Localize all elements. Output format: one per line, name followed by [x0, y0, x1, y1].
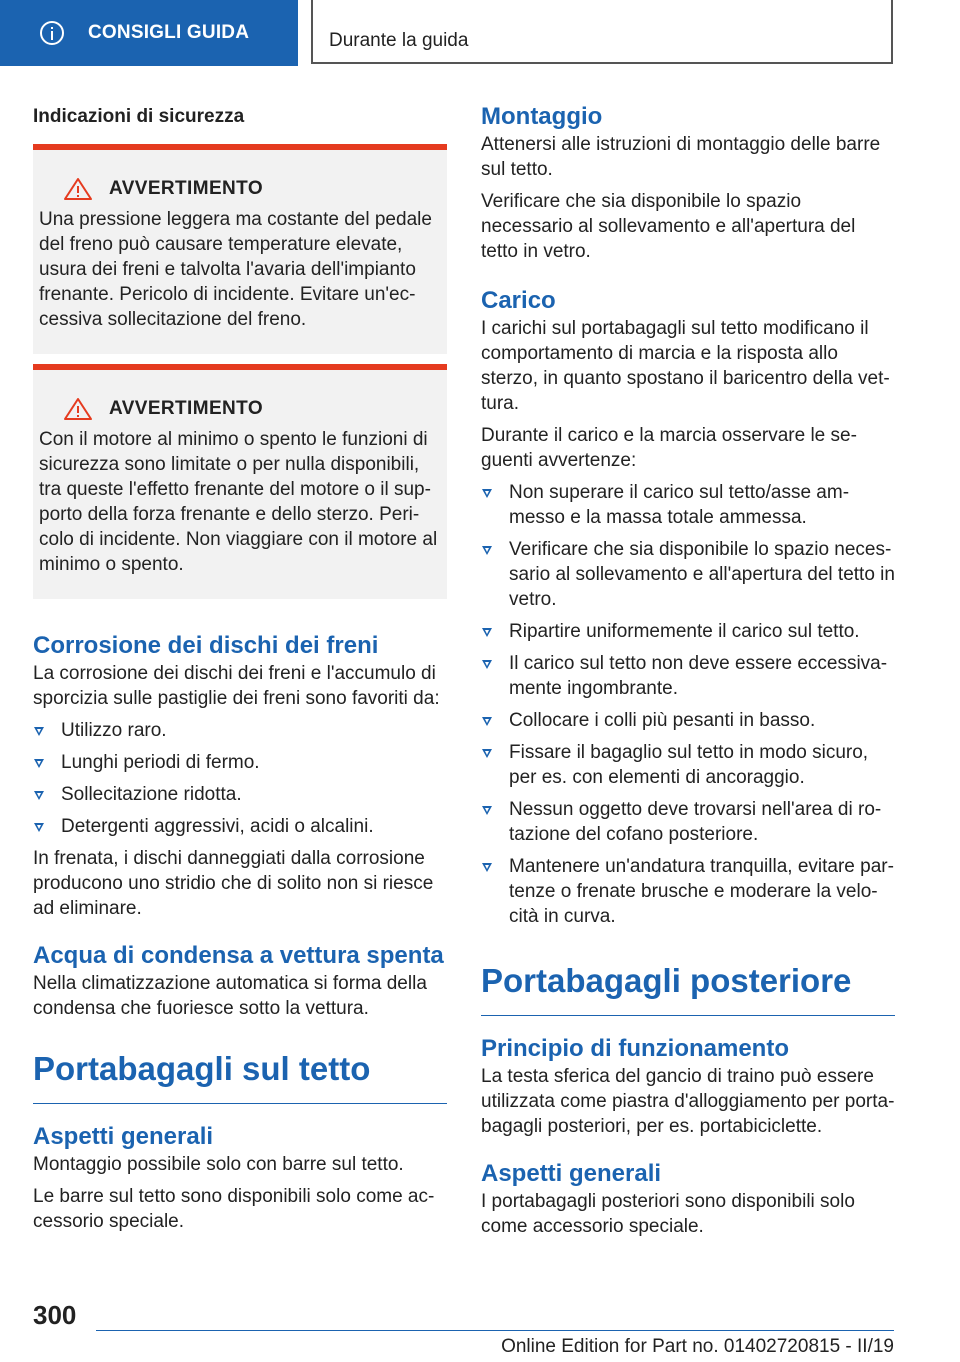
safety-label: Indicazioni di sicurezza — [33, 106, 245, 127]
list-item: Il carico sul tetto non deve essere eccessiva-mente ingombrante. — [481, 651, 895, 701]
section-tab[interactable] — [0, 0, 298, 66]
right-column — [481, 100, 895, 1239]
list-item: Non superare il carico sul tetto/asse am-messo e la massa totale ammessa. — [481, 480, 895, 530]
principle-text: La testa sferica del gancio di traino può essere utilizzata come piastra d'alloggiamento per porta-bagagli posteriori, per es. portabiciclette. — [481, 1066, 895, 1137]
list-item: Verificare che sia disponibile lo spazio neces-sario al sollevamento e all'apertura del tetto in vetro. — [481, 537, 895, 612]
rear-rack-general-text: I portabagagli posteriori sono disponibili solo come accessorio speciale. — [481, 1191, 855, 1237]
corrosion-heading: Corrosione dei dischi dei freni — [33, 632, 379, 659]
triangle-bullet-icon — [482, 489, 492, 498]
warning-triangle-icon — [63, 177, 93, 201]
triangle-bullet-icon — [482, 749, 492, 758]
list-item: Utilizzo raro. — [33, 718, 447, 743]
triangle-bullet-icon — [482, 806, 492, 815]
warning-triangle-icon — [63, 397, 93, 421]
corrosion-outro: In frenata, i dischi danneggiati dalla corrosione producono uno stridio che di solito non si riesce ad eliminare. — [33, 848, 434, 919]
warning-text: Una pressione leggera ma costante del pedale del freno può causare temperature elevate, usura dei freni e talvolta l'avaria dell'impianto frenante. Pericolo di incidente. Evitare un'ec-cessiva sollecitazione del freno. — [39, 209, 432, 330]
rear-rack-general-heading: Aspetti generali — [481, 1160, 662, 1187]
warning-box — [33, 364, 447, 599]
mounting-p1: Attenersi alle istruzioni di montaggio delle barre sul tetto. — [481, 134, 881, 180]
info-icon — [40, 21, 64, 45]
warning-header — [39, 177, 439, 201]
warning-title: AVVERTIMENTO — [109, 398, 263, 419]
list-item: Ripartire uniformemente il carico sul tetto. — [481, 619, 895, 644]
chapter-tab-label: Durante la guida — [329, 30, 469, 51]
triangle-bullet-icon — [482, 863, 492, 872]
load-list — [481, 480, 895, 929]
corrosion-list — [33, 718, 447, 839]
triangle-bullet-icon — [34, 791, 44, 800]
rear-rack-heading-block — [481, 961, 895, 1016]
warning-title: AVVERTIMENTO — [109, 178, 263, 199]
load-p2: Durante il carico e la marcia osservare le se-guenti avvertenze: — [481, 425, 857, 471]
load-heading: Carico — [481, 287, 556, 314]
warning-header — [39, 397, 439, 421]
list-item: Fissare il bagaglio sul tetto in modo sicuro, per es. con elementi di ancoraggio. — [481, 740, 895, 790]
roof-rack-heading-block — [33, 1049, 447, 1104]
mounting-heading: Montaggio — [481, 103, 603, 130]
chapter-tab[interactable] — [311, 0, 893, 64]
list-item: Lunghi periodi di fermo. — [33, 750, 447, 775]
mounting-p2: Verificare che sia disponibile lo spazio necessario al sollevamento e all'apertura del tetto in vetro. — [481, 191, 856, 262]
page-number: 300 — [33, 1300, 77, 1330]
principle-heading: Principio di funzionamento — [481, 1035, 789, 1062]
triangle-bullet-icon — [34, 759, 44, 768]
edition-text: Online Edition for Part no. 01402720815 - II/19 — [501, 1336, 894, 1357]
roof-rack-general-p2: Le barre sul tetto sono disponibili solo come ac-cessorio speciale. — [33, 1186, 435, 1232]
page-header — [0, 0, 960, 66]
load-p1: I carichi sul portabagagli sul tetto modificano il comportamento di marcia e la risposta allo sterzo, in quanto spostano il baricentro della vet-tura. — [481, 318, 890, 414]
list-item: Detergenti aggressivi, acidi o alcalini. — [33, 814, 447, 839]
triangle-bullet-icon — [482, 628, 492, 637]
list-item: Collocare i colli più pesanti in basso. — [481, 708, 895, 733]
list-item: Sollecitazione ridotta. — [33, 782, 447, 807]
list-item: Nessun oggetto deve trovarsi nell'area di ro-tazione del cofano posteriore. — [481, 797, 895, 847]
triangle-bullet-icon — [34, 823, 44, 832]
warning-box — [33, 144, 447, 354]
warning-text: Con il motore al minimo o spento le funzioni di sicurezza sono limitate o per nulla disponibili, tra queste l'effetto frenante del motore o il sup-porto della forza frenante e dello sterzo. Peri-colo di incidente. Non viaggiare con il motore al minimo o spento. — [39, 429, 438, 575]
footer-divider — [96, 1330, 894, 1331]
triangle-bullet-icon — [482, 660, 492, 669]
condensation-heading: Acqua di condensa a vettura spenta — [33, 942, 444, 969]
triangle-bullet-icon — [482, 717, 492, 726]
roof-rack-general-p1: Montaggio possibile solo con barre sul tetto. — [33, 1154, 404, 1175]
section-tab-label: CONSIGLI GUIDA — [88, 22, 250, 43]
triangle-bullet-icon — [482, 546, 492, 555]
corrosion-intro: La corrosione dei dischi dei freni e l'accumulo di sporcizia sulle pastiglie dei freni sono favoriti da: — [33, 663, 440, 709]
roof-rack-general-heading: Aspetti generali — [33, 1123, 214, 1150]
left-column — [33, 100, 447, 1234]
condensation-text: Nella climatizzazione automatica si forma della condensa che fuoriesce sotto la vettura. — [33, 973, 427, 1019]
roof-rack-heading: Portabagagli sul tetto — [33, 1050, 371, 1087]
list-item: Mantenere un'andatura tranquilla, evitare par-tenze o frenate brusche e moderare la velo-cità in curva. — [481, 854, 895, 929]
triangle-bullet-icon — [34, 727, 44, 736]
rear-rack-heading: Portabagagli posteriore — [481, 962, 852, 999]
